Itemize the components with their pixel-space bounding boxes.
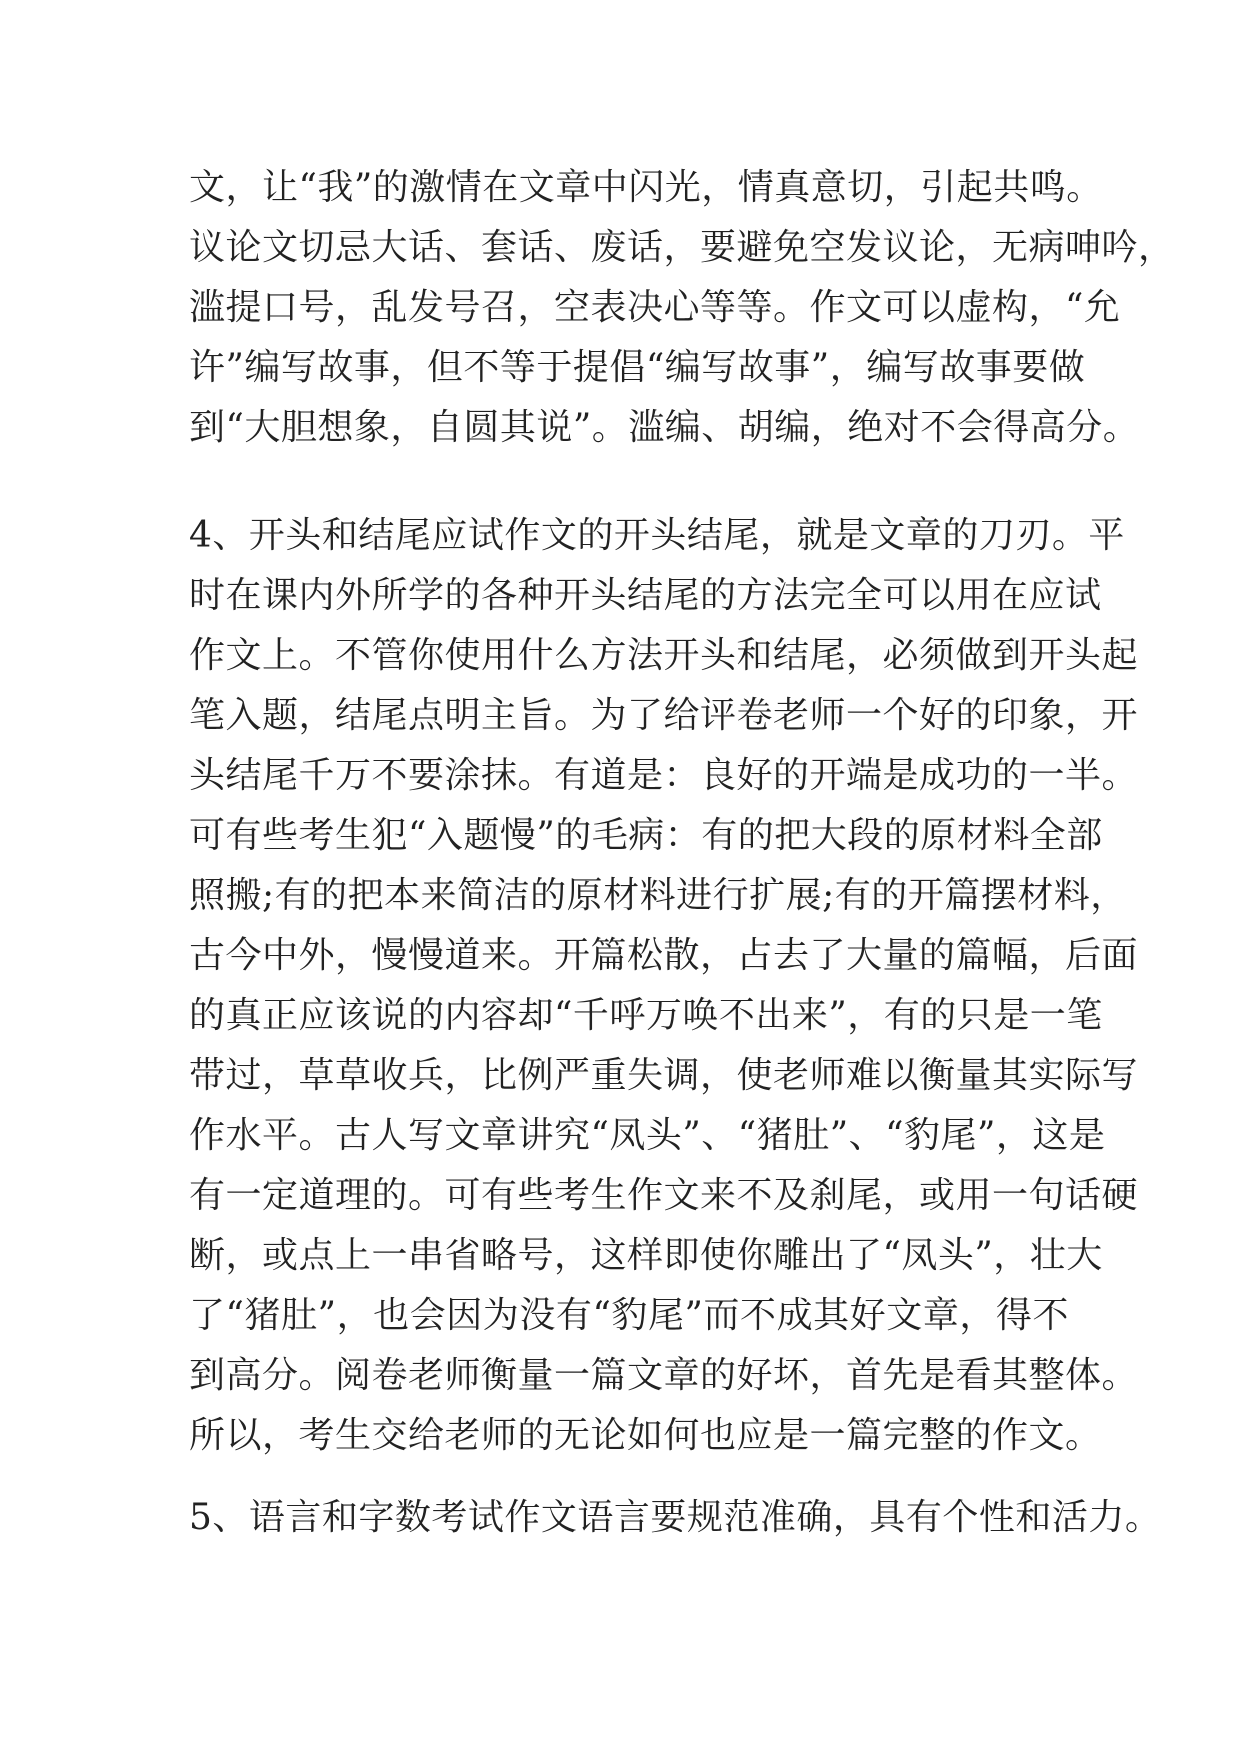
paragraph-line: 可有些考生犯“入题慢”的毛病：有的把大段的原材料全部 (189, 815, 1103, 856)
paragraph-line: 有一定道理的。可有些考生作文来不及刹尾，或用一句话硬 (189, 1175, 1139, 1216)
paragraph-1 (189, 158, 1175, 458)
paragraph-line: 笔入题，结尾点明主旨。为了给评卷老师一个好的印象，开 (189, 695, 1139, 736)
paragraph-line: 议论文切忌大话、套话、废话，要避免空发议论，无病呻吟， (189, 227, 1175, 268)
paragraph-line: 头结尾千万不要涂抹。有道是：良好的开端是成功的一半。 (189, 755, 1139, 796)
paragraph-line: 滥提口号，乱发号召，空表决心等等。作文可以虚构，“允 (189, 287, 1121, 328)
paragraph-line: 到“大胆想象，自圆其说”。滥编、胡编，绝对不会得高分。 (189, 407, 1140, 448)
paragraph-2 (189, 506, 1139, 1466)
paragraph-line: 了“猪肚”，也会因为没有“豹尾”而不成其好文章，得不 (189, 1295, 1069, 1336)
paragraph-line: 作文上。不管你使用什么方法开头和结尾，必须做到开头起 (189, 635, 1139, 676)
paragraph-line: 5、语言和字数考试作文语言要规范准确，具有个性和活力。 (189, 1497, 1162, 1538)
paragraph-line: 古今中外，慢慢道来。开篇松散，占去了大量的篇幅，后面 (189, 935, 1139, 976)
paragraph-line: 时在课内外所学的各种开头结尾的方法完全可以用在应试 (189, 575, 1102, 616)
paragraph-line: 许”编写故事，但不等于提倡“编写故事”，编写故事要做 (189, 347, 1086, 388)
paragraph-line: 文，让“我”的激情在文章中闪光，情真意切，引起共鸣。 (189, 167, 1103, 208)
paragraph-line: 带过，草草收兵，比例严重失调，使老师难以衡量其实际写 (189, 1055, 1139, 1096)
paragraph-line: 的真正应该说的内容却“千呼万唤不出来”，有的只是一笔 (189, 995, 1103, 1036)
paragraph-line: 所以，考生交给老师的无论如何也应是一篇完整的作文。 (189, 1415, 1102, 1456)
paragraph-line: 照搬;有的把本来简洁的原材料进行扩展;有的开篇摆材料， (189, 875, 1127, 916)
paragraph-line: 4、开头和结尾应试作文的开头结尾，就是文章的刀刃。平 (189, 515, 1125, 556)
paragraph-line: 作水平。古人写文章讲究“凤头”、“猪肚”、“豹尾”，这是 (189, 1115, 1106, 1156)
paragraph-line: 到高分。阅卷老师衡量一篇文章的好坏，首先是看其整体。 (189, 1355, 1139, 1396)
paragraph-line: 断，或点上一串省略号，这样即使你雕出了“凤头”，壮大 (189, 1235, 1103, 1276)
paragraph-3 (189, 1488, 1162, 1548)
